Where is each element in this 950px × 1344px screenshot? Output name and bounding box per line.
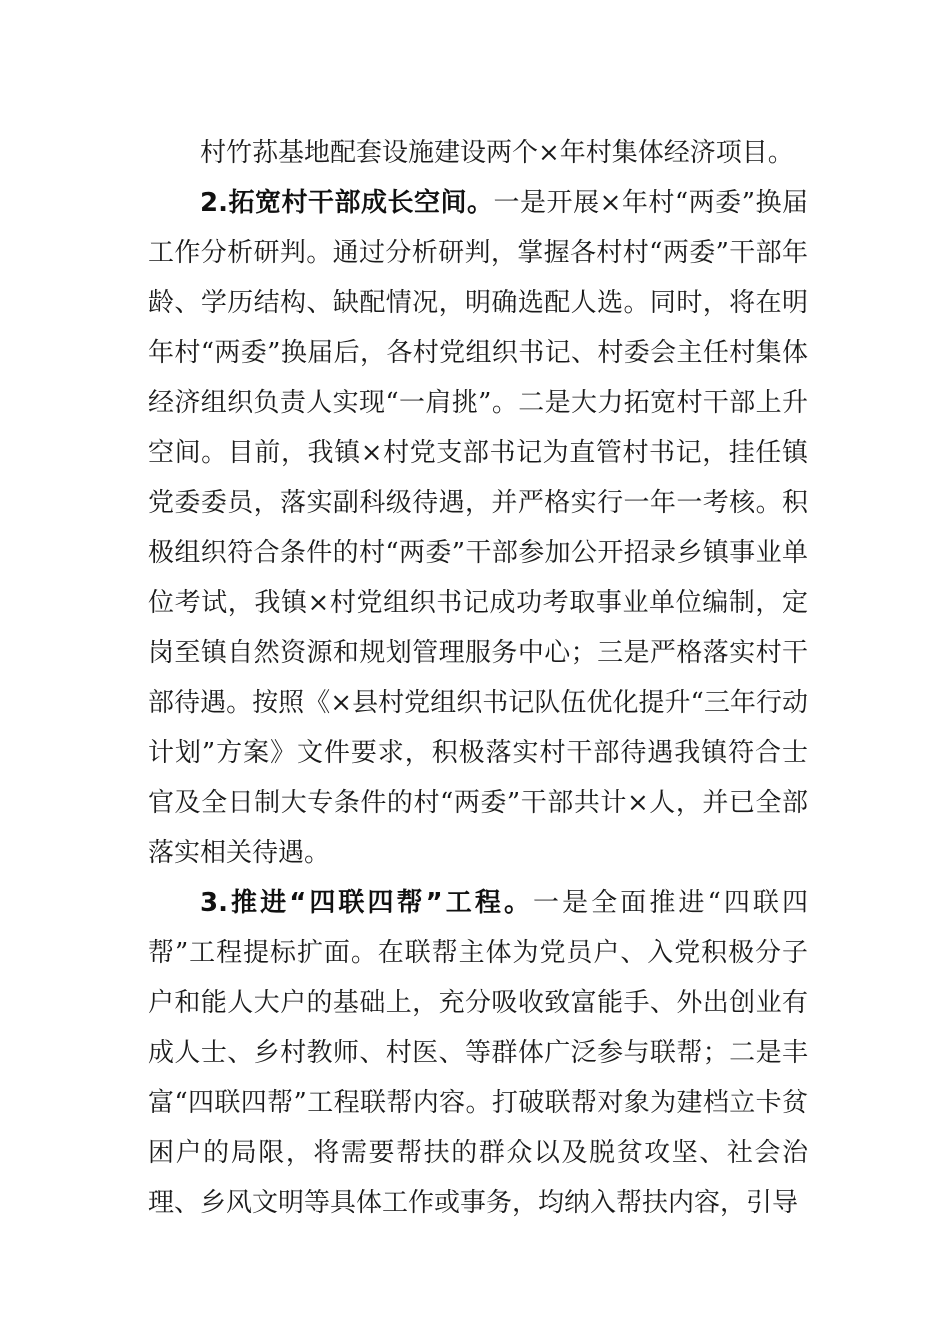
document-body (148, 128, 808, 1228)
paragraph-section-3 (148, 878, 808, 1228)
paragraph-body: 村竹荪基地配套设施建设两个×年村集体经济项目。 (200, 138, 794, 168)
section-heading: 3.推进“四联四帮”工程。 (200, 888, 534, 918)
paragraph-section-2 (148, 178, 808, 878)
section-heading: 2.拓宽村干部成长空间。 (200, 188, 494, 218)
paragraph-body: 一是全面推进“四联四帮”工程提标扩面。在联帮主体为党员户、入党积极分子户和能人大户的基础上，充分吸收致富能手、外出创业有成人士、乡村教师、村医、等群体广泛参与联帮；二是丰富“四联四帮”工程联帮内容。打破联帮对象为建档立卡贫困户的局限，将需要帮扶的群众以及脱贫攻坚、社会治理、乡风文明等具体工作或事务，均纳入帮扶内容，引导 (148, 888, 808, 1218)
paragraph-body: 一是开展×年村“两委”换届工作分析研判。通过分析研判，掌握各村村“两委”干部年龄、学历结构、缺配情况，明确选配人选。同时，将在明年村“两委”换届后，各村党组织书记、村委会主任村集体经济组织负责人实现“一肩挑”。二是大力拓宽村干部上升空间。目前，我镇×村党支部书记为直管村书记，挂任镇党委委员，落实副科级待遇，并严格实行一年一考核。积极组织符合条件的村“两委”干部参加公开招录乡镇事业单位考试，我镇×村党组织书记成功考取事业单位编制，定岗至镇自然资源和规划管理服务中心；三是严格落实村干部待遇。按照《×县村党组织书记队伍优化提升“三年行动计划”方案》文件要求，积极落实村干部待遇我镇符合士官及全日制大专条件的村“两委”干部共计×人，并已全部落实相关待遇。 (148, 188, 808, 868)
paragraph-continuation (148, 128, 808, 178)
